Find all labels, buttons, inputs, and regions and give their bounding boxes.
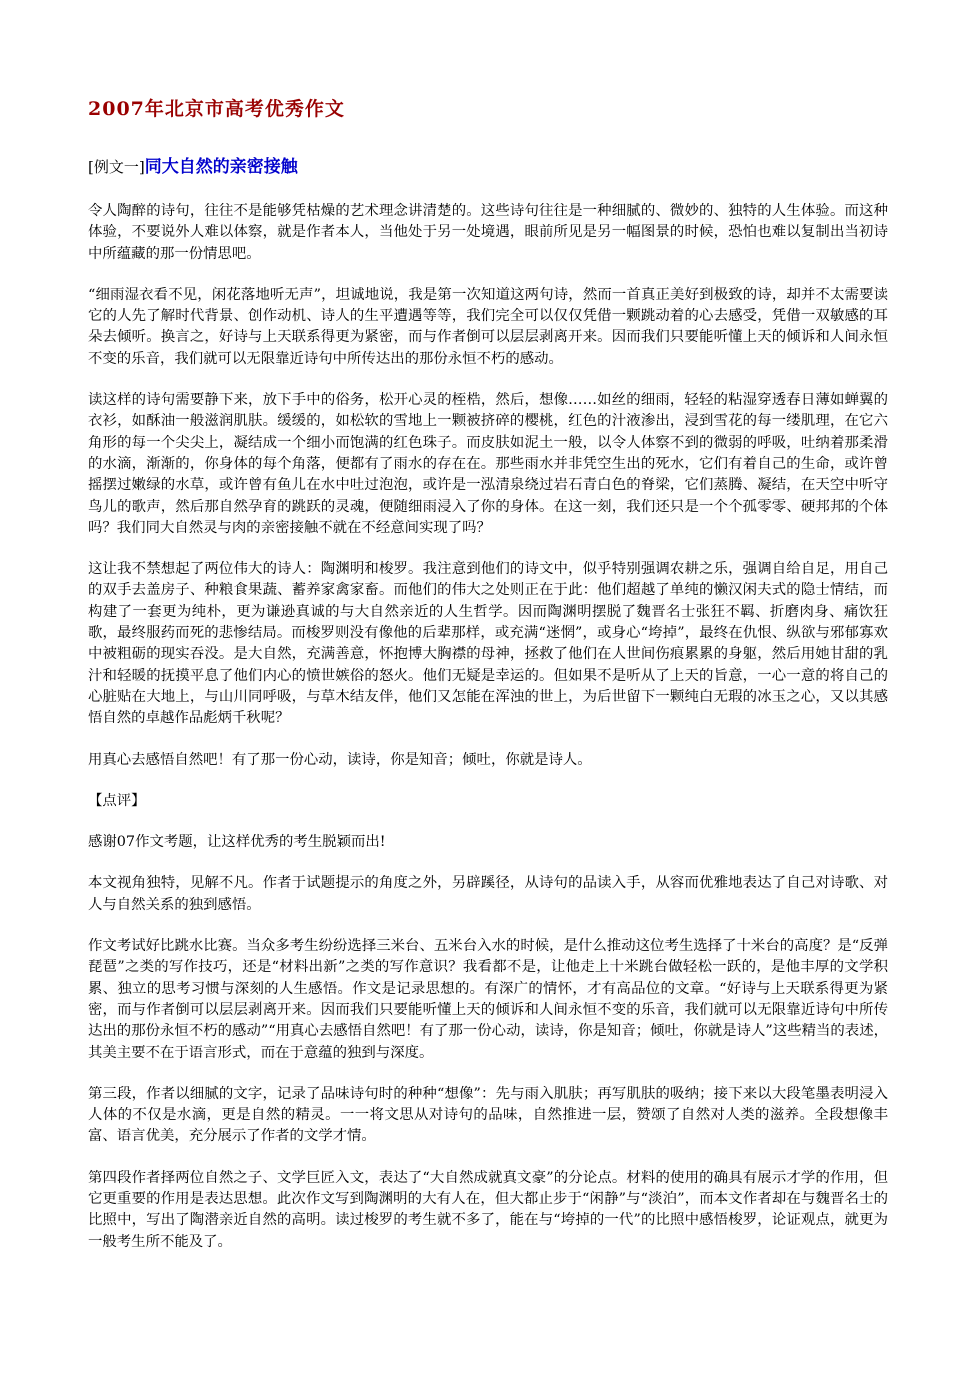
document-title: 2007年北京市高考优秀作文 <box>88 98 345 120</box>
comment-paragraph-2: 本文视角独特，见解不凡。作者于试题提示的角度之外，另辟蹊径，从诗句的品读入手，从容而优雅地表达了自己对诗歌、对人与自然关系的独到感悟。 <box>88 875 888 913</box>
comment-heading: 【点评】 <box>88 792 146 809</box>
comment-paragraph-4: 第三段，作者以细腻的文字，记录了品味诗句时的种种“想像”：先与雨入肌肤；再写肌肤的吸纳；接下来以大段笔墨表明浸入人体的不仅是水滴，更是自然的精灵。一一将文思从对诗句的品味，自然推进一层，赞颂了自然对人类的滋养。全段想像丰富、语言优美，充分展示了作者的文学才情。 <box>88 1085 888 1145</box>
comment-paragraph-5: 第四段作者择两位自然之子、文学巨匠入文，表达了“大自然成就真文豪”的分论点。材料的使用的确具有展示才学的作用，但它更重要的作用是表达思想。此次作文写到陶渊明的大有人在，但大都止步于“闲静”与“淡泊”，而本文作者却在与魏晋名士的比照中，写出了陶潜亲近自然的高明。读过梭罗的考生就不多了，能在与“垮掉的一代”的比照中感悟梭罗，论证观点，就更为一般考生所不能及了。 <box>88 1169 888 1250</box>
example-heading <box>88 154 888 180</box>
essay-paragraph-5: 用真心去感悟自然吧！有了那一份心动，读诗，你是知音；倾吐，你就是诗人。 <box>88 751 592 768</box>
essay-paragraph-2: “细雨湿衣看不见，闲花落地听无声”，坦诚地说，我是第一次知道这两句诗，然而一首真正美好到极致的诗，却并不太需要读它的人先了解时代背景、创作动机、诗人的生平遭遇等等，我们完全可以仅仅凭借一颗跳动着的心去感受，凭借一双敏感的耳朵去倾听。换言之，好诗与上天联系得更为紧密，而与作者倒可以层层剥离开来。因而我们只要能听懂上天的倾诉和人间永恒不变的乐音，我们就可以无限靠近诗句中所传达出的那份永恒不朽的感动。 <box>88 286 888 367</box>
essay-title: 同大自然的亲密接触 <box>144 157 298 177</box>
essay-paragraph-4: 这让我不禁想起了两位伟大的诗人：陶渊明和梭罗。我注意到他们的诗文中，似乎特别强调农耕之乐，强调自给自足，用自己的双手去盖房子、种粮食果蔬、蓄养家禽家畜。而他们的伟大之处则正在于此：他们超越了单纯的懒汉闲夫式的隐士情结，而构建了一套更为纯朴，更为谦逊真诚的与大自然亲近的人生哲学。因而陶渊明摆脱了魏晋名士张狂不羁、折磨肉身、痛饮狂歌，最终服药而死的悲惨结局。而梭罗则没有像他的后辈那样，或充满“迷惘”，或身心“垮掉”，最终在仇恨、纵欲与邪郁寡欢中被粗砺的现实吞没。是大自然，充满善意，怀抱博大胸襟的母神，拯救了他们在人世间伤痕累累的身躯，然后用她甘甜的乳汁和轻暖的抚摸平息了他们内心的愤世嫉俗的怒火。他们无疑是幸运的。但如果不是听从了上天的旨意，一心一意的将自己的心脏贴在大地上，与山川同呼吸，与草木结友伴，他们又怎能在浑浊的世上，为后世留下一颗纯白无瑕的冰玉之心，又以其感悟自然的卓越作品彪炳千秋呢？ <box>88 561 888 727</box>
example-label: [例文一] <box>88 158 145 176</box>
essay-paragraph-3: 读这样的诗句需要静下来，放下手中的俗务，松开心灵的桎梏，然后，想像……如丝的细雨，轻轻的粘湿穿透春日薄如蝉翼的衣衫，如酥油一般滋润肌肤。缓缓的，如松软的雪地上一颗被挤碎的樱桃，红色的汁液渗出，浸到雪花的每一缕肌理，在它六角形的每一个尖尖上，凝结成一个细小而饱满的红色珠子。而皮肤如泥土一般，以令人体察不到的微弱的呼吸，吐纳着那柔滑的水滴，渐渐的，你身体的每个角落，便都有了雨水的存在在。那些雨水并非凭空生出的死水，它们有着自己的生命，或许曾摇摆过嫩绿的水草，或许曾有鱼儿在水中吐过泡泡，或许是一泓清泉绕过岩石青白色的脊梁，它们蒸腾、凝结，在天空中听守鸟儿的歌声，然后那自然孕育的跳跃的灵魂，便随细雨浸入了你的身体。在这一刻，我们还只是一个个孤零零、硬邦邦的个体吗？我们同大自然灵与肉的亲密接触不就在不经意间实现了吗？ <box>88 392 888 536</box>
comment-paragraph-1: 感谢07作文考题，让这样优秀的考生脱颖而出! <box>88 834 386 851</box>
essay-paragraph-1: 令人陶醉的诗句，往往不是能够凭枯燥的艺术理念讲清楚的。这些诗句往往是一种细腻的、微妙的、独特的人生体验。而这种体验，不要说外人难以体察，就是作者本人，当他处于另一处境遇，眼前所见是另一幅图景的时候，恐怕也难以复制出当初诗中所蕴藏的那一份情思吧。 <box>88 203 888 262</box>
document-page <box>88 94 888 1273</box>
essay-body <box>88 201 888 1253</box>
comment-paragraph-3: 作文考试好比跳水比赛。当众多考生纷纷选择三米台、五米台入水的时候，是什么推动这位考生选择了十米台的高度？是“反弹琵琶”之类的写作技巧，还是“材料出新”之类的写作意识？我看都不是，让他走上十米跳台做轻松一跃的，是他丰厚的文学积累、独立的思考习惯与深刻的人生感悟。作文是记录思想的。有深广的情怀，才有高品位的文章。“好诗与上天联系得更为紧密，而与作者倒可以层层剥离开来。因而我们只要能听懂上天的倾诉和人间永恒不变的乐音，我们就可以无限靠近诗句中所传达出的那份永恒不朽的感动”“用真心去感悟自然吧！有了那一份心动，读诗，你是知音；倾吐，你就是诗人”这些精当的表述，其美主要不在于语言形式，而在于意蕴的独到与深度。 <box>88 938 888 1061</box>
